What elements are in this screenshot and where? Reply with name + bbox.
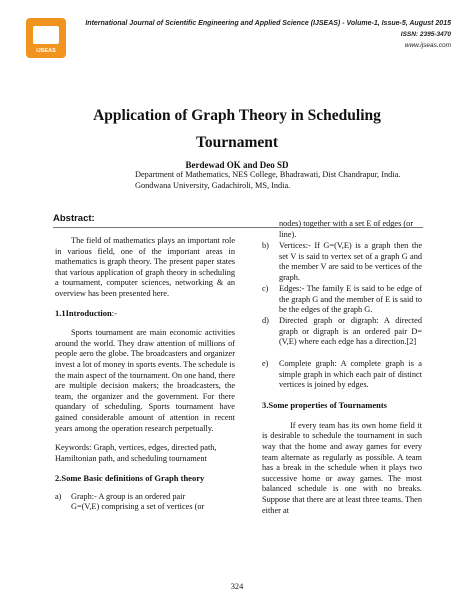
definition-item-b bbox=[262, 241, 422, 284]
definition-item-a bbox=[55, 492, 235, 516]
item-d-label: d) bbox=[262, 316, 269, 326]
item-a-line2: G=(V,E) comprising a set of vertices (or bbox=[71, 502, 205, 512]
definition-item-d bbox=[262, 316, 422, 359]
right-column bbox=[262, 219, 422, 516]
item-d-text: Directed graph or digraph: A directed graph or digraph is an ordered pair D=(V,E) where each edge has a direction.[2] bbox=[279, 316, 422, 347]
properties-text: If every team has its own home field it is desirable to schedule the tournament in such way that the home and away games for every team alternate as regularly as possible. A team has a break in the schedule when it plays two successive home or away games. The most balanced schedule is one with no breaks. Suppose that there are at least three teams. Then either at bbox=[262, 420, 422, 515]
intro-heading-suffix: :- bbox=[111, 307, 117, 318]
left-column bbox=[55, 236, 235, 516]
affiliation-line2: Gondwana University, Gadachiroli, MS, India. bbox=[135, 180, 291, 190]
intro-heading-text: 1.1Introduction bbox=[55, 307, 112, 318]
journal-header bbox=[85, 18, 451, 51]
item-c-label: c) bbox=[262, 284, 269, 294]
page-number: 324 bbox=[230, 582, 244, 591]
properties-heading: 3.Some properties of Tournaments bbox=[262, 400, 387, 411]
item-b-text: Vertices:- If G=(V,E) is a graph then the set V is said to vertex set of a graph G and the member V are said to be vertices of the graph. bbox=[279, 241, 422, 282]
intro-text: Sports tournament are main economic activities around the world. They draw attention of millions of people aero the globe. The broadcasters and organizer invest a lot of money in sports events. The schedule is the main aspect of the tournament. On one hand, there are multiple decision makers; the broadcasters, the team, the organizer and the government. For there quandary of scheduling. Sports tournament have gained considerable amount of attention in recent years among the operation research perpetually. bbox=[55, 328, 235, 433]
paper-authors: Berdewad OK and Deo SD bbox=[185, 160, 289, 170]
website-link[interactable]: www.ijseas.com bbox=[404, 42, 451, 49]
keywords: Keywords: Graph, vertices, edges, directed path, Hamiltonian path, and scheduling tournament bbox=[55, 443, 217, 463]
issn-line: ISSN: 2395-3470 bbox=[400, 31, 451, 38]
logo-text: IJSEAS bbox=[36, 48, 56, 54]
abstract-heading: Abstract: bbox=[53, 213, 95, 224]
affiliation-line1: Department of Mathematics, NES College, Bhadrawati, Dist Chandrapur, India. bbox=[135, 170, 401, 179]
intro-heading bbox=[55, 308, 235, 319]
journal-line: International Journal of Scientific Engineering and Applied Science (IJSEAS) - Volume-1, Issue-5, August 2015 bbox=[85, 20, 451, 27]
item-e-label: e) bbox=[262, 359, 269, 369]
definition-item-e bbox=[262, 359, 422, 391]
abstract-text: The field of mathematics plays an important role in various field, one of the important areas in mathematics is graph theory. The present paper states that various application of graph theory in scheduling a tournament, computer sciences, networking & an overview has been presented here. bbox=[55, 236, 235, 298]
item-a-label: a) bbox=[55, 491, 62, 501]
definitions-heading: 2.Some Basic definitions of Graph theory bbox=[55, 473, 205, 484]
item-a-line1: Graph:- A group is an ordered pair bbox=[71, 491, 186, 501]
item-e-text: Complete graph: A complete graph is a simple graph in which each pair of distinct vertices is joined by edges. bbox=[279, 359, 422, 390]
affiliation bbox=[135, 170, 400, 191]
paper-title-line1: Application of Graph Theory in Scheduling bbox=[93, 107, 381, 124]
paper-title-line2: Tournament bbox=[195, 134, 279, 151]
item-c-text: Edges:- The family E is said to be edge of the graph G and the member of E is said to be the edges of the graph G. bbox=[279, 284, 422, 315]
item-a-text bbox=[71, 492, 235, 513]
definition-item-c bbox=[262, 284, 422, 316]
item-a-continuation: nodes) together with a set E of edges (or line). bbox=[279, 219, 414, 239]
journal-logo bbox=[26, 18, 66, 58]
item-b-label: b) bbox=[262, 241, 269, 251]
